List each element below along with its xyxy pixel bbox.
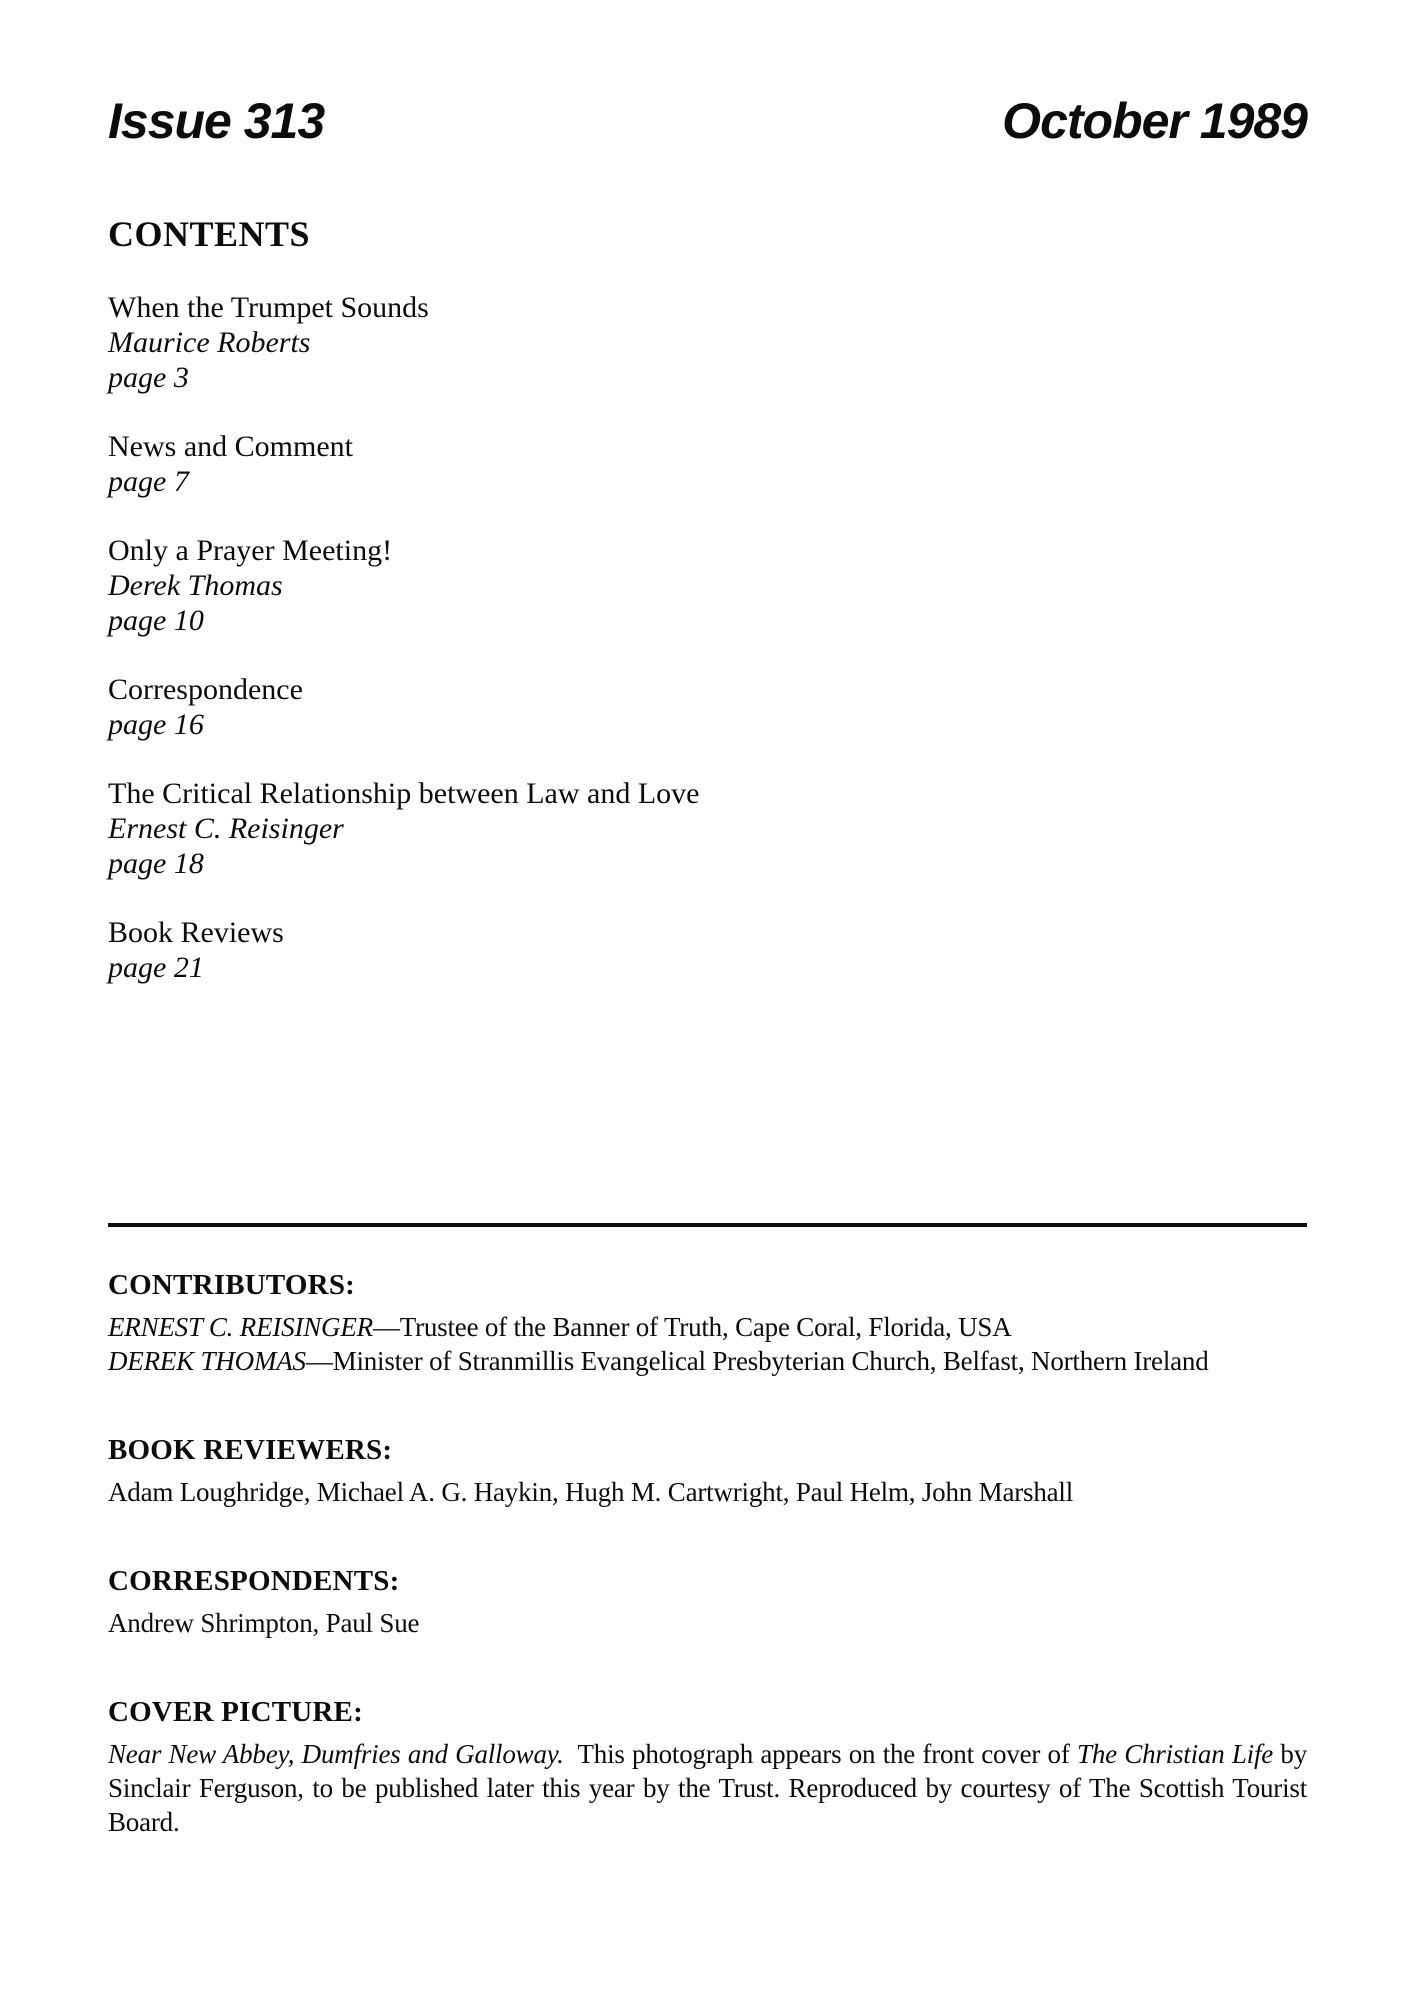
article-page: page 18	[108, 847, 204, 880]
caption-location: Near New Abbey, Dumfries and Galloway.	[108, 1739, 564, 1769]
article-title: The Critical Relationship between Law and Love	[108, 777, 700, 810]
caption-book-title: The Christian Life	[1077, 1739, 1274, 1769]
toc-item	[108, 429, 1307, 499]
article-title: Correspondence	[108, 673, 303, 706]
contributors-section	[108, 1271, 1307, 1378]
contributor-name: ERNEST C. REISINGER	[108, 1312, 373, 1342]
article-page: page 21	[108, 951, 204, 984]
correspondents-heading: CORRESPONDENTS:	[108, 1565, 400, 1597]
toc-item	[108, 915, 1307, 985]
article-author: Ernest C. Reisinger	[108, 812, 344, 845]
article-page: page 3	[108, 361, 189, 394]
correspondents-names: Andrew Shrimpton, Paul Sue	[108, 1608, 420, 1638]
contributor-description: —Trustee of the Banner of Truth, Cape Coral, Florida, USA	[372, 1312, 1012, 1342]
divider-rule	[108, 1223, 1307, 1227]
article-author: Maurice Roberts	[108, 326, 311, 359]
correspondents-section	[108, 1567, 1307, 1640]
table-of-contents	[108, 290, 1307, 985]
cover-picture-heading: COVER PICTURE:	[108, 1696, 363, 1728]
book-reviewers-names: Adam Loughridge, Michael A. G. Haykin, Hugh M. Cartwright, Paul Helm, John Marshall	[108, 1477, 1074, 1507]
article-page: page 10	[108, 604, 204, 637]
contributors-list	[108, 1310, 1307, 1378]
article-page: page 7	[108, 465, 189, 498]
contributors-heading: CONTRIBUTORS:	[108, 1269, 356, 1301]
toc-item	[108, 776, 1307, 881]
toc-item	[108, 533, 1307, 638]
article-title: News and Comment	[108, 430, 353, 463]
contents-heading: CONTENTS	[108, 214, 311, 254]
article-title: Only a Prayer Meeting!	[108, 534, 393, 567]
article-title: Book Reviews	[108, 916, 284, 949]
contributor-name: DEREK THOMAS	[108, 1346, 306, 1376]
contributor-description: —Minister of Stranmillis Evangelical Presbyterian Church, Belfast, Northern Ireland	[305, 1346, 1209, 1376]
toc-item	[108, 672, 1307, 742]
issue-number: Issue 313	[108, 93, 325, 149]
masthead	[108, 93, 1307, 149]
book-reviewers-section	[108, 1436, 1307, 1509]
article-author: Derek Thomas	[108, 569, 283, 602]
book-reviewers-heading: BOOK REVIEWERS:	[108, 1434, 393, 1466]
issue-date: October 1989	[1002, 93, 1307, 149]
caption-text: by Sinclair Ferguson, to be published later this year by the Trust. Reproduced by courtesy of The Scottish Tourist Board.	[108, 1739, 1308, 1837]
toc-item	[108, 290, 1307, 395]
article-page: page 16	[108, 708, 204, 741]
cover-picture-section	[108, 1698, 1307, 1839]
article-title: When the Trumpet Sounds	[108, 291, 429, 324]
contributor-entry	[108, 1344, 1307, 1378]
caption-text: This photograph appears on the front cover of	[577, 1739, 1070, 1769]
cover-picture-caption	[108, 1737, 1307, 1839]
contributor-entry	[108, 1310, 1307, 1344]
